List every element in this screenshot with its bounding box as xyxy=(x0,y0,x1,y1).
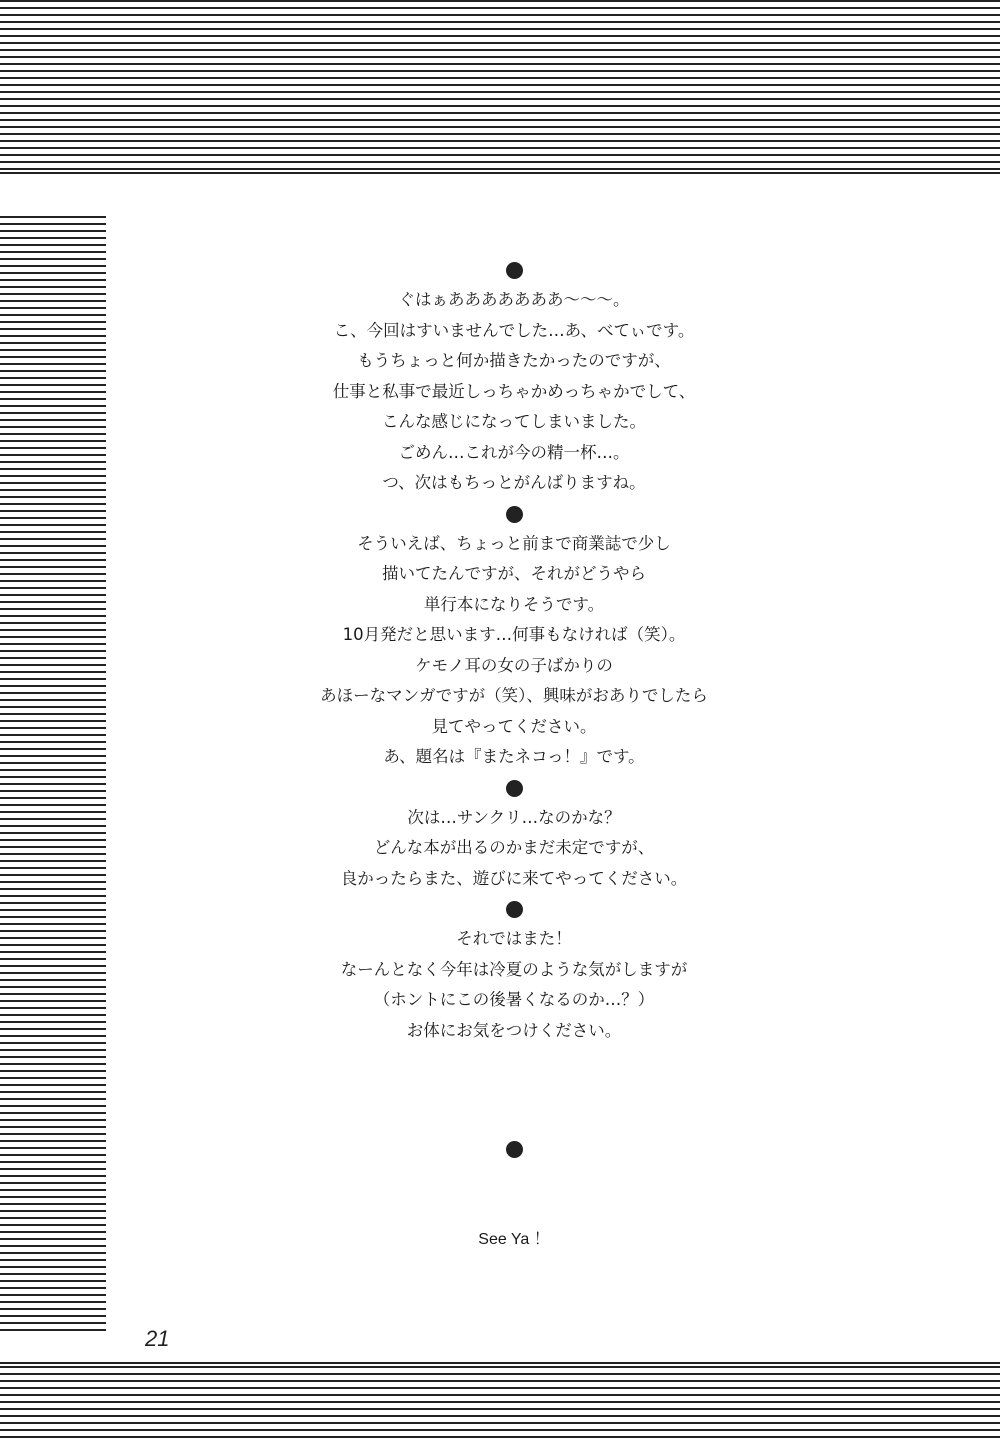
section-4 xyxy=(214,924,814,1046)
bottom-stripe-border xyxy=(0,1366,1000,1442)
text-line: 単行本になりそうです。 xyxy=(423,594,605,614)
text-line: こ、今回はすいませんでした…あ、べてぃです。 xyxy=(333,320,695,340)
left-stripe-panel xyxy=(0,216,106,1332)
text-line: 見てやってください。 xyxy=(431,716,597,736)
text-line: こんな感じになってしまいました。 xyxy=(382,412,646,431)
bullet-dot-icon xyxy=(506,1141,523,1158)
frame-bottom-line xyxy=(0,1362,1000,1364)
text-line: もうちょっと何か描きたかったのですが、 xyxy=(357,351,671,370)
text-line: それではまた！ xyxy=(456,929,572,948)
text-line: なーんとなく今年は冷夏のような気がしますが xyxy=(340,959,688,979)
text-line: 描いてたんですが、それがどうやら xyxy=(382,564,646,583)
bullet-dot-icon xyxy=(506,901,523,918)
text-line: 仕事と私事で最近しっちゃかめっちゃかでして、 xyxy=(332,381,696,401)
text-line: （ホントにこの後暑くなるのか…？） xyxy=(373,990,655,1009)
bullet-dot-icon xyxy=(506,262,523,279)
text-line: ケモノ耳の女の子ばかりの xyxy=(415,655,613,675)
top-stripe-border xyxy=(0,0,1000,170)
text-line: お体にお気をつけください。 xyxy=(406,1020,622,1040)
page-number: 21 xyxy=(145,1326,170,1351)
afterword-text xyxy=(214,262,814,1249)
section-2 xyxy=(214,529,814,773)
section-1 xyxy=(214,285,814,499)
text-line: つ、次はもちっとがんばりますね。 xyxy=(382,473,646,492)
text-line: 次は…サンクリ…なのかな？ xyxy=(407,807,621,827)
text-line: 良かったらまた、遊びに来てやってください。 xyxy=(340,868,688,888)
text-line: 10月発だと思います…何事もなければ（笑）。 xyxy=(342,625,686,644)
text-line: あほーなマンガですが（笑）、興味がおありでしたら xyxy=(320,686,708,705)
text-line: あ、題名は『またネコっ！』です。 xyxy=(383,747,645,766)
bullet-dot-icon xyxy=(506,780,523,797)
bullet-dot-icon xyxy=(506,506,523,523)
text-line: ごめん…これが今の精一杯…。 xyxy=(398,442,630,462)
text-line: どんな本が出るのかまだ未定ですが、 xyxy=(373,838,655,857)
frame-top-line xyxy=(0,172,1000,174)
section-3 xyxy=(214,803,814,895)
text-line: ぐはぁあああああああ〜〜〜。 xyxy=(398,290,630,309)
text-line: そういえば、ちょっと前まで商業誌で少し xyxy=(357,533,671,553)
sign-off: See Ya ！ xyxy=(478,1231,550,1248)
